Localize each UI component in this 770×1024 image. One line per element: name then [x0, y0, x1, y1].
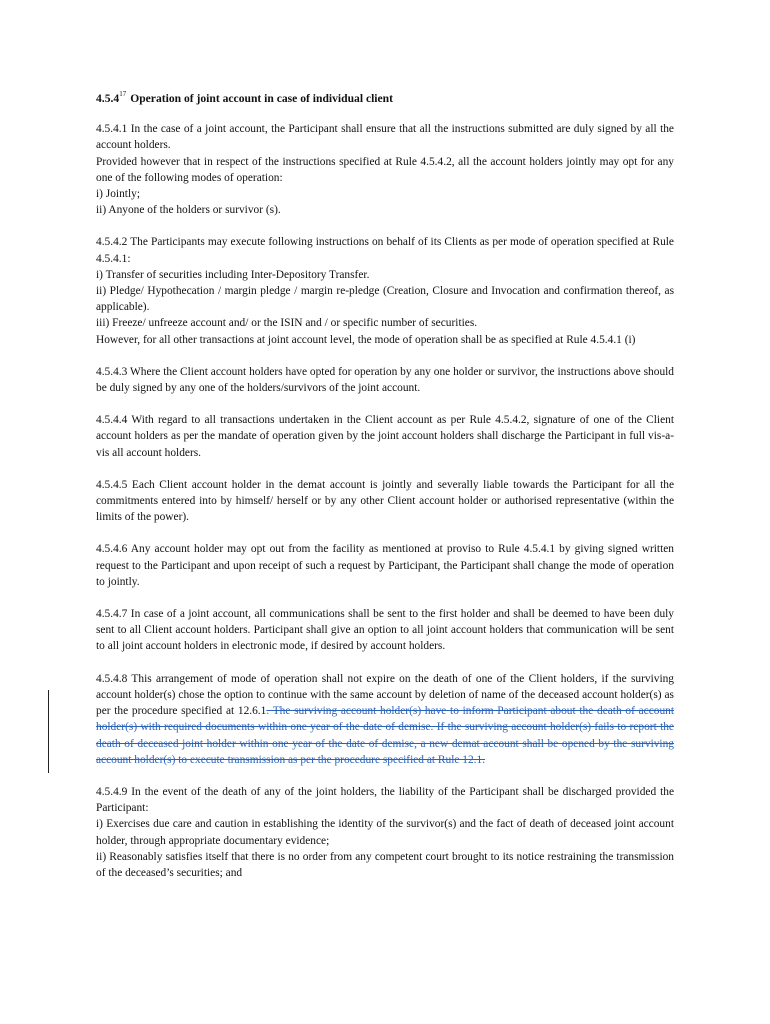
- document-page: [96, 86, 674, 897]
- clause-4-5-4-7: 4.5.4.7 In case of a joint account, all communications shall be sent to the first holder and shall be deemed to have been duly sent to all Client account holders. Participant shall give an option to all joint account holders that communication will be sent to all joint account holders in electronic mode, if desired by account holders.: [96, 608, 674, 653]
- list-item: i) Jointly;: [96, 188, 140, 201]
- list-item: i) Exercises due care and caution in establishing the identity of the survivor(s) and the fact of death of deceased joint account holder, through appropriate documentary evidence;: [96, 818, 674, 847]
- deleted-text: . The surviving account holder(s) have to inform Participant about the death of account holder(s) with required documents within one year of the date of demise. If the surviving account holder(s) fails to report the death of deceased joint holder within one year of the date of demise, a new demat account shall be opened by the surviving account holder(s) to execute transmission as per the procedure specified at Rule 12.1.: [96, 705, 674, 766]
- clause-4-5-4-6: 4.5.4.6 Any account holder may opt out from the facility as mentioned at proviso to Rule 4.5.4.1 by giving signed written request to the Participant and upon receipt of such a request by Participant, the Participant shall change the mode of operation to jointly.: [96, 543, 674, 588]
- clause-text: 4.5.4.9 In the event of the death of any of the joint holders, the liability of the Participant shall be discharged provided the Participant:: [96, 785, 674, 815]
- clause-proviso: Provided however that in respect of the instructions specified at Rule 4.5.4.2, all the account holders jointly may opt for any one of the following modes of operation:: [96, 155, 674, 184]
- section-title: Operation of joint account in case of individual client: [130, 92, 393, 105]
- clause-text: 4.5.4.1 In the case of a joint account, the Participant shall ensure that all the instructions submitted are duly signed by all the account holders.: [96, 123, 674, 152]
- list-item: ii) Anyone of the holders or survivor (s).: [96, 204, 281, 217]
- clause-4-5-4-8: [96, 671, 674, 768]
- clause-4-5-4-1: [96, 121, 674, 218]
- clause-4-5-4-3: 4.5.4.3 Where the Client account holders have opted for operation by any one holder or survivor, the instructions above should be duly signed by any one of the holders/survivors of the joint account.: [96, 365, 674, 395]
- clause-text: 4.5.4.8 This arrangement of mode of operation shall not expire on the death of one of the Client holders, if the surviving account holder(s) chose the option to continue with the same account by deletion of name of the deceased account holder(s) as per the procedure specified at 12.6.1: [96, 672, 674, 718]
- section-heading: [96, 86, 674, 107]
- clause-4-5-4-9: [96, 784, 674, 881]
- section-number: 4.5.4: [96, 92, 120, 105]
- list-item: iii) Freeze/ unfreeze account and/ or the ISIN and / or specific number of securities.: [96, 317, 478, 330]
- clause-text: 4.5.4.2 The Participants may execute following instructions on behalf of its Clients as per mode of operation specified at Rule 4.5.4.1:: [96, 236, 674, 265]
- footnote-marker: 17: [119, 90, 127, 98]
- revision-change-bar: [48, 690, 49, 773]
- list-item: i) Transfer of securities including Inter-Depository Transfer.: [96, 268, 370, 281]
- clause-4-5-4-4: 4.5.4.4 With regard to all transactions undertaken in the Client account as per Rule 4.5.4.2, signature of one of the Client account holders as per the mandate of operation given by the joint account holders shall discharge the Participant in full vis-a-vis all account holders.: [96, 414, 674, 459]
- clause-4-5-4-5: 4.5.4.5 Each Client account holder in the demat account is jointly and severally liable towards the Participant for all the commitments entered into by himself/ herself or by any other Client account holder or authorised representative (within the limits of the power).: [96, 478, 674, 524]
- clause-4-5-4-2: [96, 234, 674, 347]
- list-item: ii) Pledge/ Hypothecation / margin pledge / margin re-pledge (Creation, Closure and Invocation and confirmation thereof, as applicable).: [96, 285, 674, 314]
- clause-tail: However, for all other transactions at joint account level, the mode of operation shall be as specified at Rule 4.5.4.1 (i): [96, 333, 636, 346]
- list-item: ii) Reasonably satisfies itself that there is no order from any competent court brought to its notice restraining the transmission of the deceased’s securities; and: [96, 850, 674, 879]
